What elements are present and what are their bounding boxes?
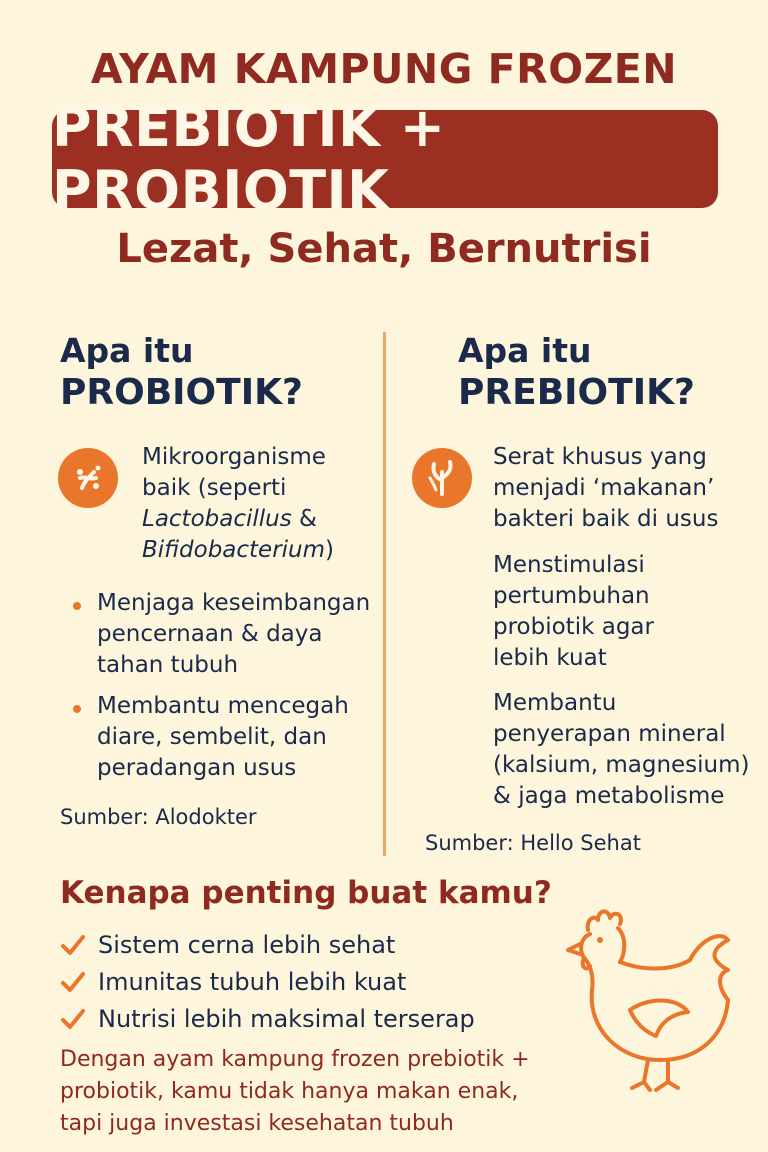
bullet-dot (73, 705, 81, 713)
bullet-dot (73, 602, 81, 610)
chicken-icon (560, 900, 740, 1100)
bullet-line: Membantu mencegah (97, 693, 349, 719)
probiotik-desc-bifidobacterium: Bifidobacterium (142, 537, 326, 563)
poster-title: AYAM KAMPUNG FROZEN (90, 45, 678, 93)
check-item-2 (60, 966, 406, 998)
item-line: & jaga metabolisme (493, 783, 725, 809)
probiotik-heading (60, 330, 303, 414)
prebiotik-heading (458, 330, 695, 414)
tagline: Lezat, Sehat, Bernutrisi (116, 226, 652, 272)
prebiotik-heading-line1: Apa itu (458, 331, 592, 370)
probiotik-bullet-1 (97, 588, 370, 681)
item-line: pertumbuhan (493, 583, 650, 609)
bacteria-icon (58, 448, 118, 508)
closing-line: tapi juga investasi kesehatan tubuh (60, 1111, 454, 1136)
probiotik-desc-line1: Mikroorganisme (142, 444, 326, 470)
check-text: Sistem cerna lebih sehat (98, 931, 396, 959)
bullet-line: peradangan usus (97, 755, 297, 781)
probiotik-heading-line1: Apa itu (60, 331, 194, 370)
prebiotik-source: Sumber: Hello Sehat (425, 831, 641, 855)
check-item-3 (60, 1003, 475, 1035)
bullet-line: tahan tubuh (97, 652, 239, 678)
item-line: bakteri baik di usus (493, 506, 719, 532)
banner-text: PREBIOTIK + PROBIOTIK (52, 96, 446, 222)
closing-line: Dengan ayam kampung frozen prebiotik + (60, 1047, 530, 1072)
closing-line: probiotik, kamu tidak hanya makan enak, (60, 1079, 519, 1104)
closing-message (60, 1044, 620, 1140)
check-text: Imunitas tubuh lebih kuat (98, 968, 407, 996)
item-line: Membantu (493, 690, 617, 716)
item-line: Menstimulasi (493, 552, 645, 578)
item-line: (kalsium, magnesium) (493, 752, 750, 778)
bullet-line: pencernaan & daya (97, 621, 323, 647)
item-line: menjadi ‘makanan’ (493, 475, 715, 501)
probiotik-source: Sumber: Alodokter (60, 805, 257, 829)
probiotik-desc-amp: & (291, 506, 317, 532)
probiotik-description (142, 442, 334, 566)
checkmark-icon (60, 1007, 86, 1031)
check-text: Nutrisi lebih maksimal terserap (98, 1005, 475, 1033)
checkmark-icon (60, 933, 86, 957)
item-line: lebih kuat (493, 645, 607, 671)
prebiotik-heading-line2: PREBIOTIK? (458, 372, 695, 413)
prebiotik-item-2 (493, 550, 654, 674)
item-line: probiotik agar (493, 614, 654, 640)
sprout-icon (412, 448, 472, 508)
prebiotik-item-3 (493, 688, 750, 812)
check-item-1 (60, 929, 395, 961)
item-line: penyerapan mineral (493, 721, 726, 747)
item-line: Serat khusus yang (493, 444, 707, 470)
probiotik-desc-line2: baik (seperti (142, 475, 287, 501)
title-banner (52, 96, 718, 222)
column-divider (383, 332, 386, 856)
prebiotik-item-1 (493, 442, 718, 535)
why-title: Kenapa penting buat kamu? (60, 875, 552, 911)
bullet-line: diare, sembelit, dan (97, 724, 327, 750)
probiotik-bullet-2 (97, 691, 349, 784)
probiotik-desc-lactobacillus: Lactobacillus (142, 506, 292, 532)
probiotik-desc-close: ) (325, 537, 335, 563)
checkmark-icon (60, 970, 86, 994)
probiotik-heading-line2: PROBIOTIK? (60, 372, 303, 413)
bullet-line: Menjaga keseimbangan (97, 590, 371, 616)
